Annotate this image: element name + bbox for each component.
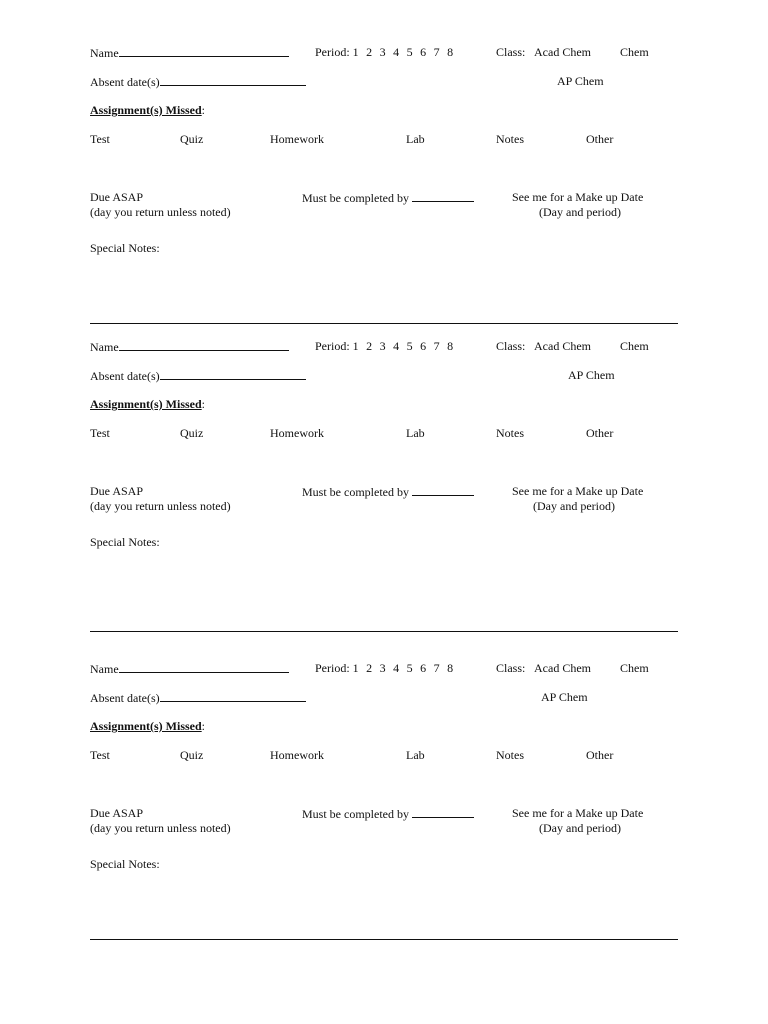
see-me-note: (Day and period) <box>539 821 621 835</box>
absent-label: Absent date(s) <box>90 75 160 89</box>
class-option-chem[interactable]: Chem <box>620 339 649 353</box>
assignments-label: Assignment(s) Missed <box>90 397 202 411</box>
special-notes-label: Special Notes: <box>90 241 160 255</box>
type-notes[interactable]: Notes <box>496 132 524 146</box>
due-asap-label[interactable]: Due ASAP <box>90 190 144 204</box>
assignments-label: Assignment(s) Missed <box>90 719 202 733</box>
type-notes[interactable]: Notes <box>496 426 524 440</box>
must-complete-blank[interactable] <box>412 484 474 496</box>
separator-line <box>90 323 678 324</box>
name-label: Name <box>90 662 119 676</box>
name-field <box>90 661 289 676</box>
special-notes-label: Special Notes: <box>90 535 160 549</box>
assignments-heading <box>90 719 205 733</box>
class-label: Class: <box>496 661 526 675</box>
must-complete-blank[interactable] <box>412 190 474 202</box>
name-blank[interactable] <box>119 45 289 57</box>
separator-line <box>90 939 678 940</box>
type-test[interactable]: Test <box>90 748 110 762</box>
class-label: Class: <box>496 45 526 59</box>
period-numbers[interactable]: 1 2 3 4 5 6 7 8 <box>352 661 454 675</box>
must-complete-field <box>302 190 474 205</box>
period-field <box>315 45 454 59</box>
absent-field <box>90 690 306 705</box>
assignments-heading <box>90 397 205 411</box>
type-homework[interactable]: Homework <box>270 748 324 762</box>
name-field <box>90 339 289 354</box>
due-asap-label[interactable]: Due ASAP <box>90 484 144 498</box>
must-complete-label: Must be completed by <box>302 807 409 821</box>
absent-label: Absent date(s) <box>90 369 160 383</box>
must-complete-label: Must be completed by <box>302 191 409 205</box>
period-label: Period: <box>315 661 350 675</box>
period-numbers[interactable]: 1 2 3 4 5 6 7 8 <box>352 45 454 59</box>
type-lab[interactable]: Lab <box>406 426 425 440</box>
class-option-chem[interactable]: Chem <box>620 661 649 675</box>
type-other[interactable]: Other <box>586 132 614 146</box>
assignments-heading <box>90 103 205 117</box>
absent-blank[interactable] <box>160 74 306 86</box>
assignments-colon: : <box>201 397 206 411</box>
name-label: Name <box>90 340 119 354</box>
class-option-acad-chem[interactable]: Acad Chem <box>534 339 591 353</box>
due-asap-note: (day you return unless noted) <box>90 205 231 219</box>
type-quiz[interactable]: Quiz <box>180 748 204 762</box>
period-label: Period: <box>315 339 350 353</box>
assignments-label: Assignment(s) Missed <box>90 103 202 117</box>
type-homework[interactable]: Homework <box>270 426 324 440</box>
type-quiz[interactable]: Quiz <box>180 426 204 440</box>
class-option-acad-chem[interactable]: Acad Chem <box>534 661 591 675</box>
absent-blank[interactable] <box>160 690 306 702</box>
must-complete-blank[interactable] <box>412 806 474 818</box>
absent-label: Absent date(s) <box>90 691 160 705</box>
class-option-acad-chem[interactable]: Acad Chem <box>534 45 591 59</box>
type-homework[interactable]: Homework <box>270 132 324 146</box>
separator-line <box>90 631 678 632</box>
must-complete-field <box>302 484 474 499</box>
type-test[interactable]: Test <box>90 132 110 146</box>
type-notes[interactable]: Notes <box>496 748 524 762</box>
assignments-colon: : <box>201 719 206 733</box>
period-numbers[interactable]: 1 2 3 4 5 6 7 8 <box>352 339 454 353</box>
due-asap-note: (day you return unless noted) <box>90 499 231 513</box>
name-blank[interactable] <box>119 339 289 351</box>
must-complete-field <box>302 806 474 821</box>
type-other[interactable]: Other <box>586 426 614 440</box>
class-option-ap-chem[interactable]: AP Chem <box>557 74 604 88</box>
see-me-label[interactable]: See me for a Make up Date <box>512 190 644 204</box>
absent-blank[interactable] <box>160 368 306 380</box>
name-blank[interactable] <box>119 661 289 673</box>
must-complete-label: Must be completed by <box>302 485 409 499</box>
period-label: Period: <box>315 45 350 59</box>
absent-field <box>90 74 306 89</box>
assignments-colon: : <box>201 103 206 117</box>
absent-field <box>90 368 306 383</box>
see-me-note: (Day and period) <box>539 205 621 219</box>
see-me-label[interactable]: See me for a Make up Date <box>512 806 644 820</box>
see-me-label[interactable]: See me for a Make up Date <box>512 484 644 498</box>
type-other[interactable]: Other <box>586 748 614 762</box>
period-field <box>315 661 454 675</box>
special-notes-label: Special Notes: <box>90 857 160 871</box>
class-option-chem[interactable]: Chem <box>620 45 649 59</box>
class-option-ap-chem[interactable]: AP Chem <box>568 368 615 382</box>
due-asap-label[interactable]: Due ASAP <box>90 806 144 820</box>
name-field <box>90 45 289 60</box>
due-asap-note: (day you return unless noted) <box>90 821 231 835</box>
period-field <box>315 339 454 353</box>
name-label: Name <box>90 46 119 60</box>
type-lab[interactable]: Lab <box>406 748 425 762</box>
type-quiz[interactable]: Quiz <box>180 132 204 146</box>
type-lab[interactable]: Lab <box>406 132 425 146</box>
type-test[interactable]: Test <box>90 426 110 440</box>
class-label: Class: <box>496 339 526 353</box>
see-me-note: (Day and period) <box>533 499 615 513</box>
class-option-ap-chem[interactable]: AP Chem <box>541 690 588 704</box>
